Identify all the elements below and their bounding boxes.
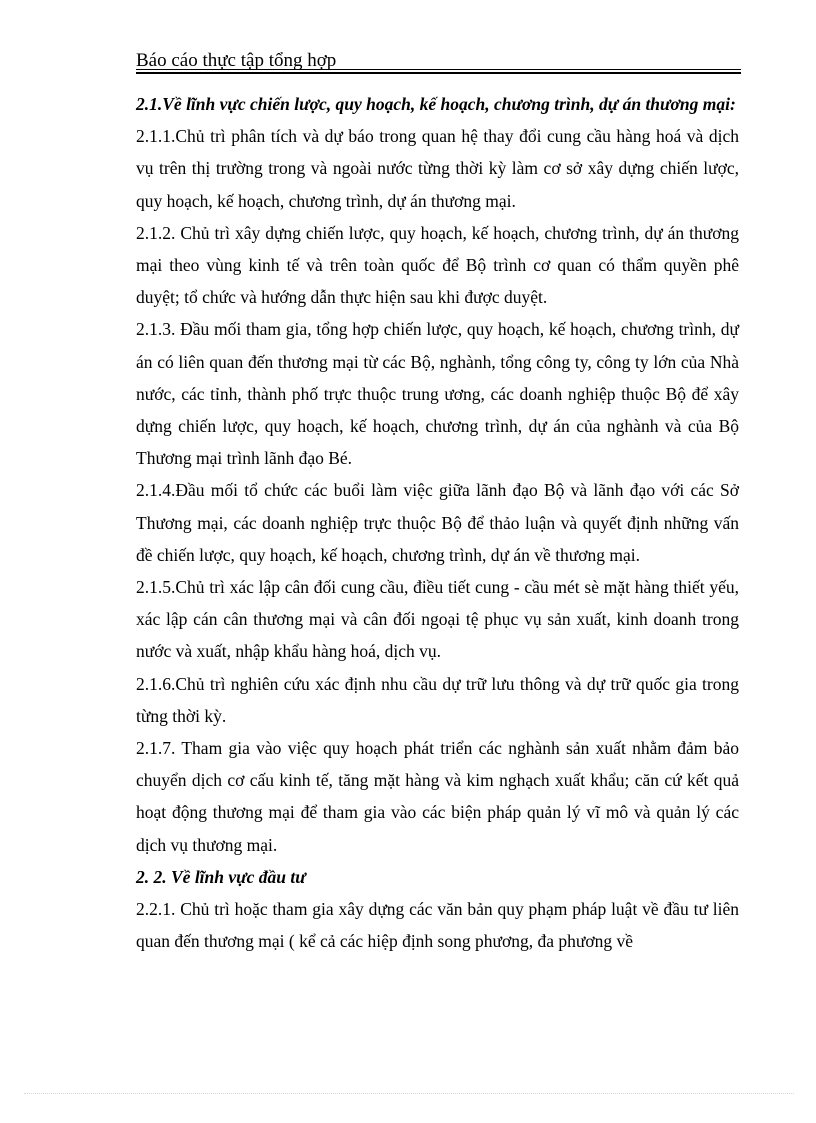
paragraph: 2.1.3. Đầu mối tham gia, tổng hợp chiến lược, quy hoạch, kế hoạch, chương trình, dự án có liên quan đến thương mại từ các Bộ, nghành, tổng công ty, công ty lớn của Nhà nước, các tỉnh, thành phố trực thuộc trung ương, các doanh nghiệp thuộc Bộ để xây dựng chiến lược, quy hoạch, kế hoạch, chương trình, dự án của nghành và của Bộ Thương mại trình lãnh đạo Bé.: [136, 319, 739, 469]
header-rule-thick: [136, 72, 741, 74]
page-header: [136, 50, 741, 72]
paragraph: 2.1.2. Chủ trì xây dựng chiến lược, quy hoạch, kế hoạch, chương trình, dự án thương mại theo vùng kinh tế và trên toàn quốc để Bộ trình cơ quan có thẩm quyền phê duyệt; tổ chức và hướng dẫn thực hiện sau khi được duyệt.: [136, 222, 739, 308]
paragraph: 2.1.6.Chủ trì nghiên cứu xác định nhu cầu dự trữ lưu thông và dự trữ quốc gia trong từng thời kỳ.: [136, 673, 739, 726]
document-body: [136, 88, 739, 957]
section-heading: 2. 2. Về lĩnh vực đầu tư: [136, 866, 306, 887]
header-title: Báo cáo thực tập tổng hợp: [136, 50, 337, 71]
page-bottom-divider: [24, 1093, 794, 1094]
paragraph: 2.2.1. Chủ trì hoặc tham gia xây dựng các văn bản quy phạm pháp luật về đầu tư liên quan đến thương mại ( kể cả các hiệp định song phương, đa phương về: [136, 899, 739, 952]
paragraph: 2.1.5.Chủ trì xác lập cân đối cung cầu, điều tiết cung - cầu mét sè mặt hàng thiết yếu, xác lập cán cân thương mại và cân đối ngoại tệ phục vụ sản xuất, kinh doanh trong nước và xuất, nhập khẩu hàng hoá, dịch vụ.: [136, 577, 739, 662]
section-heading: 2.1.Về lĩnh vực chiến lược, quy hoạch, kế hoạch, chương trình, dự án thương mại:: [136, 94, 736, 114]
paragraph: 2.1.7. Tham gia vào việc quy hoạch phát triển các nghành sản xuất nhằm đảm bảo chuyển dịch cơ cấu kinh tế, tăng mặt hàng và kim nghạch xuất khẩu; căn cứ kết quả hoạt động thương mại để tham gia vào các biện pháp quản lý vĩ mô và quản lý các dịch vụ thương mại.: [136, 738, 739, 855]
header-rule-thin: [136, 69, 741, 70]
paragraph: 2.1.1.Chủ trì phân tích và dự báo trong quan hệ thay đổi cung cầu hàng hoá và dịch vụ trên thị trường trong và ngoài nước từng thời kỳ làm cơ sở xây dựng chiến lược, quy hoạch, kế hoạch, chương trình, dự án thương mại.: [136, 126, 739, 211]
paragraph: 2.1.4.Đầu mối tổ chức các buổi làm việc giữa lãnh đạo Bộ và lãnh đạo với các Sở Thương mại, các doanh nghiệp trực thuộc Bộ để thảo luận và quyết định những vấn đề chiến lược, quy hoạch, kế hoạch, chương trình, dự án về thương mại.: [136, 480, 739, 565]
